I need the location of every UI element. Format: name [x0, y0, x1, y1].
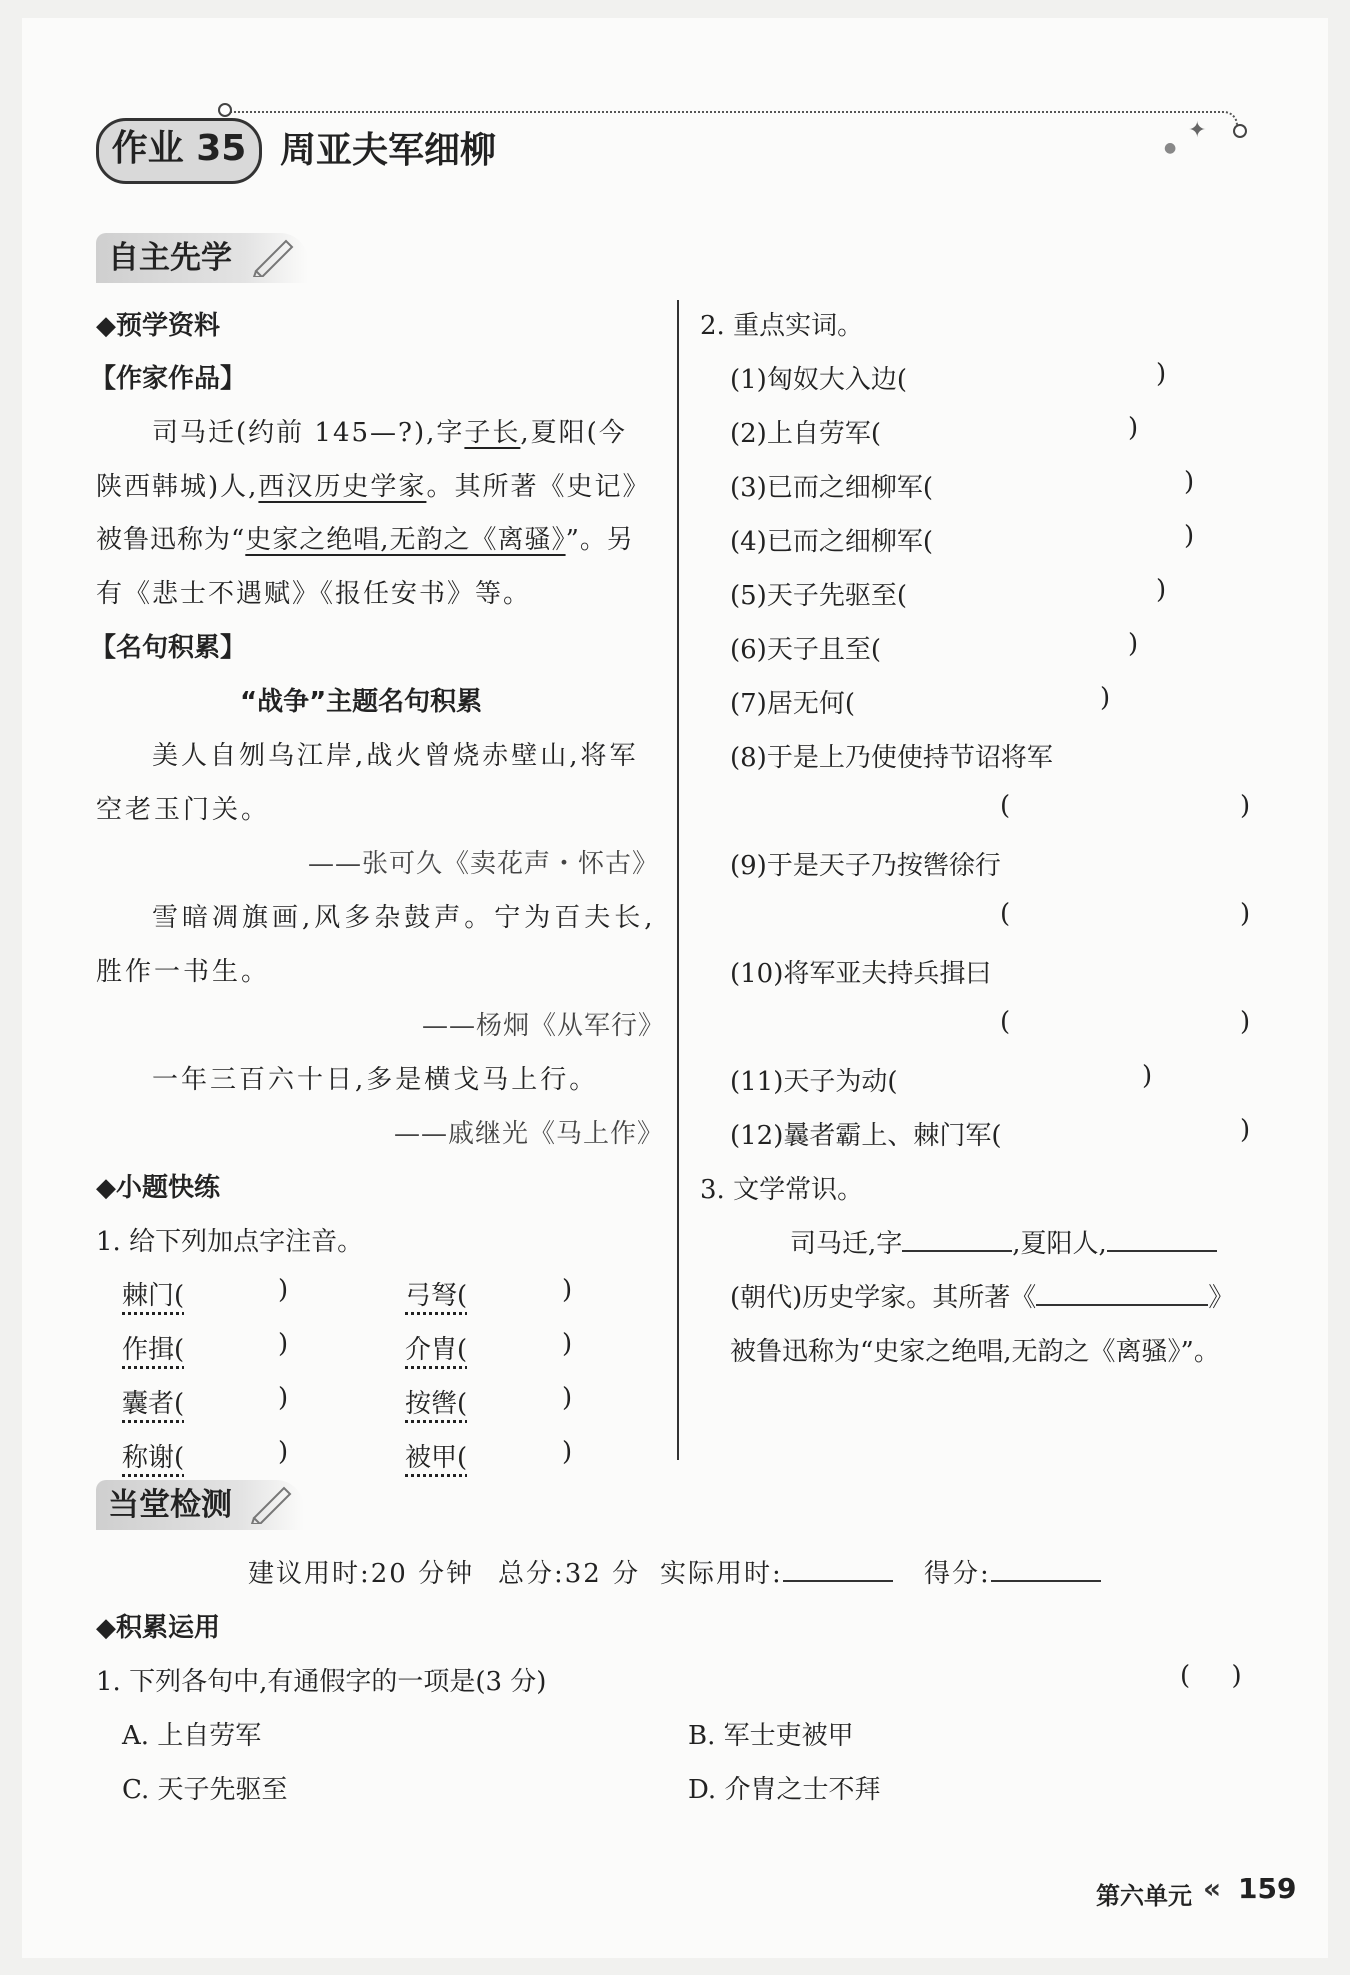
literature-line-2: (朝代)历史学家。其所著《 》: [730, 1277, 1234, 1314]
double-chevron-left-icon: «: [1203, 1872, 1222, 1905]
option-b: B. 军士吏被甲: [688, 1721, 854, 1751]
pinyin-item: 囊者(: [122, 1389, 185, 1419]
quote-3-line-1: 一年三百六十日,多是横戈马上行。: [152, 1065, 599, 1095]
pinyin-item: 称谢(: [122, 1443, 185, 1473]
quote-2-line-2: 胜作一书生。: [96, 957, 271, 987]
vocab-item-8: (8)于是上乃使使持节诏将军: [730, 743, 1053, 773]
quote-1-line-1: 美人自刎乌江岸,战火曾烧赤壁山,将军: [152, 741, 639, 771]
literature-line-3: 被鲁迅称为“史家之绝唱,无韵之《离骚》”。: [730, 1337, 1220, 1367]
vocab-item-4: (4)已而之细柳军(: [730, 527, 933, 557]
quote-1-source: ——张可久《卖花声・怀古》: [308, 849, 660, 879]
quote-1-line-2: 空老玉门关。: [96, 795, 271, 825]
pencil-icon: [250, 1484, 294, 1524]
vocab-item-5: (5)天子先驱至(: [730, 581, 907, 611]
vocab-close: ): [1240, 1115, 1251, 1145]
vocab-close: ): [1240, 791, 1251, 821]
pinyin-close: ): [278, 1329, 289, 1359]
footer-unit: 第六单元: [1096, 1882, 1192, 1910]
vocab-item-11: (11)天子为动(: [730, 1067, 898, 1097]
section-tab-label: 自主先学: [108, 240, 232, 276]
pinyin-item: 介胄(: [405, 1335, 468, 1365]
decor-ring-right: [1233, 124, 1247, 138]
quick-practice-heading: ◆小题快练: [96, 1173, 220, 1203]
decor-ring-left: [218, 103, 232, 117]
vocab-close: ): [1128, 629, 1139, 659]
literature-line-1: 司马迁,字 ,夏阳人,: [790, 1223, 1217, 1260]
option-d: D. 介胄之士不拜: [688, 1775, 881, 1805]
vocab-close: ): [1156, 359, 1167, 389]
vocab-item-6: (6)天子且至(: [730, 635, 881, 665]
question-3-heading: 3. 文学常识。: [700, 1175, 864, 1205]
pinyin-item: 作揖(: [122, 1335, 185, 1365]
vocab-open: (: [1000, 791, 1011, 821]
author-line-1: 司马迁(约前 145—?),字子长,夏阳(今: [152, 418, 627, 448]
answer-bracket: ( ): [1180, 1661, 1242, 1691]
question-2-heading: 2. 重点实词。: [700, 311, 864, 341]
homework-badge: 作业 35: [96, 118, 262, 184]
author-heading: 【作家作品】: [90, 364, 247, 394]
option-a: A. 上自劳军: [122, 1721, 262, 1751]
pinyin-item: 被甲(: [405, 1443, 468, 1473]
section-tab-label: 当堂检测: [108, 1487, 232, 1523]
column-divider: [677, 300, 679, 1460]
pinyin-close: ): [278, 1275, 289, 1305]
vocab-item-1: (1)匈奴大入边(: [730, 365, 907, 395]
quote-3-source: ——戚继光《马上作》: [394, 1119, 665, 1149]
preview-heading: ◆预学资料: [96, 311, 220, 341]
decor-dot-icon: ●: [1164, 140, 1177, 156]
meta-actual-time: 实际用时:: [660, 1553, 893, 1590]
accumulation-heading: ◆积累运用: [96, 1613, 220, 1643]
vocab-item-2: (2)上自劳军(: [730, 419, 881, 449]
vocab-close: ): [1240, 1007, 1251, 1037]
page-number: 159: [1238, 1872, 1297, 1905]
vocab-item-3: (3)已而之细柳军(: [730, 473, 933, 503]
meta-suggested-time: 建议用时:20 分钟: [248, 1559, 475, 1589]
pinyin-close: ): [562, 1275, 573, 1305]
pinyin-close: ): [278, 1383, 289, 1413]
test-question-1: 1. 下列各句中,有通假字的一项是(3 分): [96, 1667, 547, 1697]
quote-2-line-1: 雪暗凋旗画,风多杂鼓声。宁为百夫长,: [152, 903, 657, 933]
pinyin-close: ): [562, 1437, 573, 1467]
quote-heading: 【名句积累】: [90, 633, 247, 663]
pinyin-close: ): [278, 1437, 289, 1467]
pinyin-item: 弓弩(: [405, 1281, 468, 1311]
decor-star-icon: ✦: [1188, 118, 1207, 143]
quote-topic: “战争”主题名句积累: [240, 687, 483, 717]
vocab-item-7: (7)居无何(: [730, 689, 855, 719]
vocab-open: (: [1000, 1007, 1011, 1037]
vocab-item-10: (10)将军亚夫持兵揖曰: [730, 959, 992, 989]
vocab-close: ): [1142, 1061, 1153, 1091]
pinyin-close: ): [562, 1383, 573, 1413]
author-line-2: 陕西韩城)人,西汉历史学家。其所著《史记》: [96, 472, 651, 502]
meta-total-score: 总分:32 分: [498, 1559, 641, 1589]
pencil-icon: [252, 237, 296, 277]
vocab-close: ): [1100, 683, 1111, 713]
vocab-close: ): [1128, 413, 1139, 443]
vocab-open: (: [1000, 899, 1011, 929]
vocab-item-12: (12)曩者霸上、棘门军(: [730, 1121, 1002, 1151]
page-title: 周亚夫军细柳: [280, 130, 497, 171]
vocab-close: ): [1156, 575, 1167, 605]
option-c: C. 天子先驱至: [122, 1775, 288, 1805]
question-1-pinyin: 1. 给下列加点字注音。: [96, 1227, 364, 1257]
vocab-item-9: (9)于是天子乃按辔徐行: [730, 851, 1001, 881]
meta-score: 得分:: [924, 1553, 1101, 1590]
pinyin-item: 按辔(: [405, 1389, 468, 1419]
vocab-close: ): [1184, 521, 1195, 551]
quote-2-source: ——杨炯《从军行》: [422, 1011, 666, 1041]
author-line-3: 被鲁迅称为“史家之绝唱,无韵之《离骚》”。另: [96, 525, 634, 555]
author-line-4: 有《悲士不遇赋》《报任安书》等。: [96, 579, 532, 609]
pinyin-close: ): [562, 1329, 573, 1359]
vocab-close: ): [1240, 899, 1251, 929]
pinyin-item: 棘门(: [122, 1281, 185, 1311]
vocab-close: ): [1184, 467, 1195, 497]
